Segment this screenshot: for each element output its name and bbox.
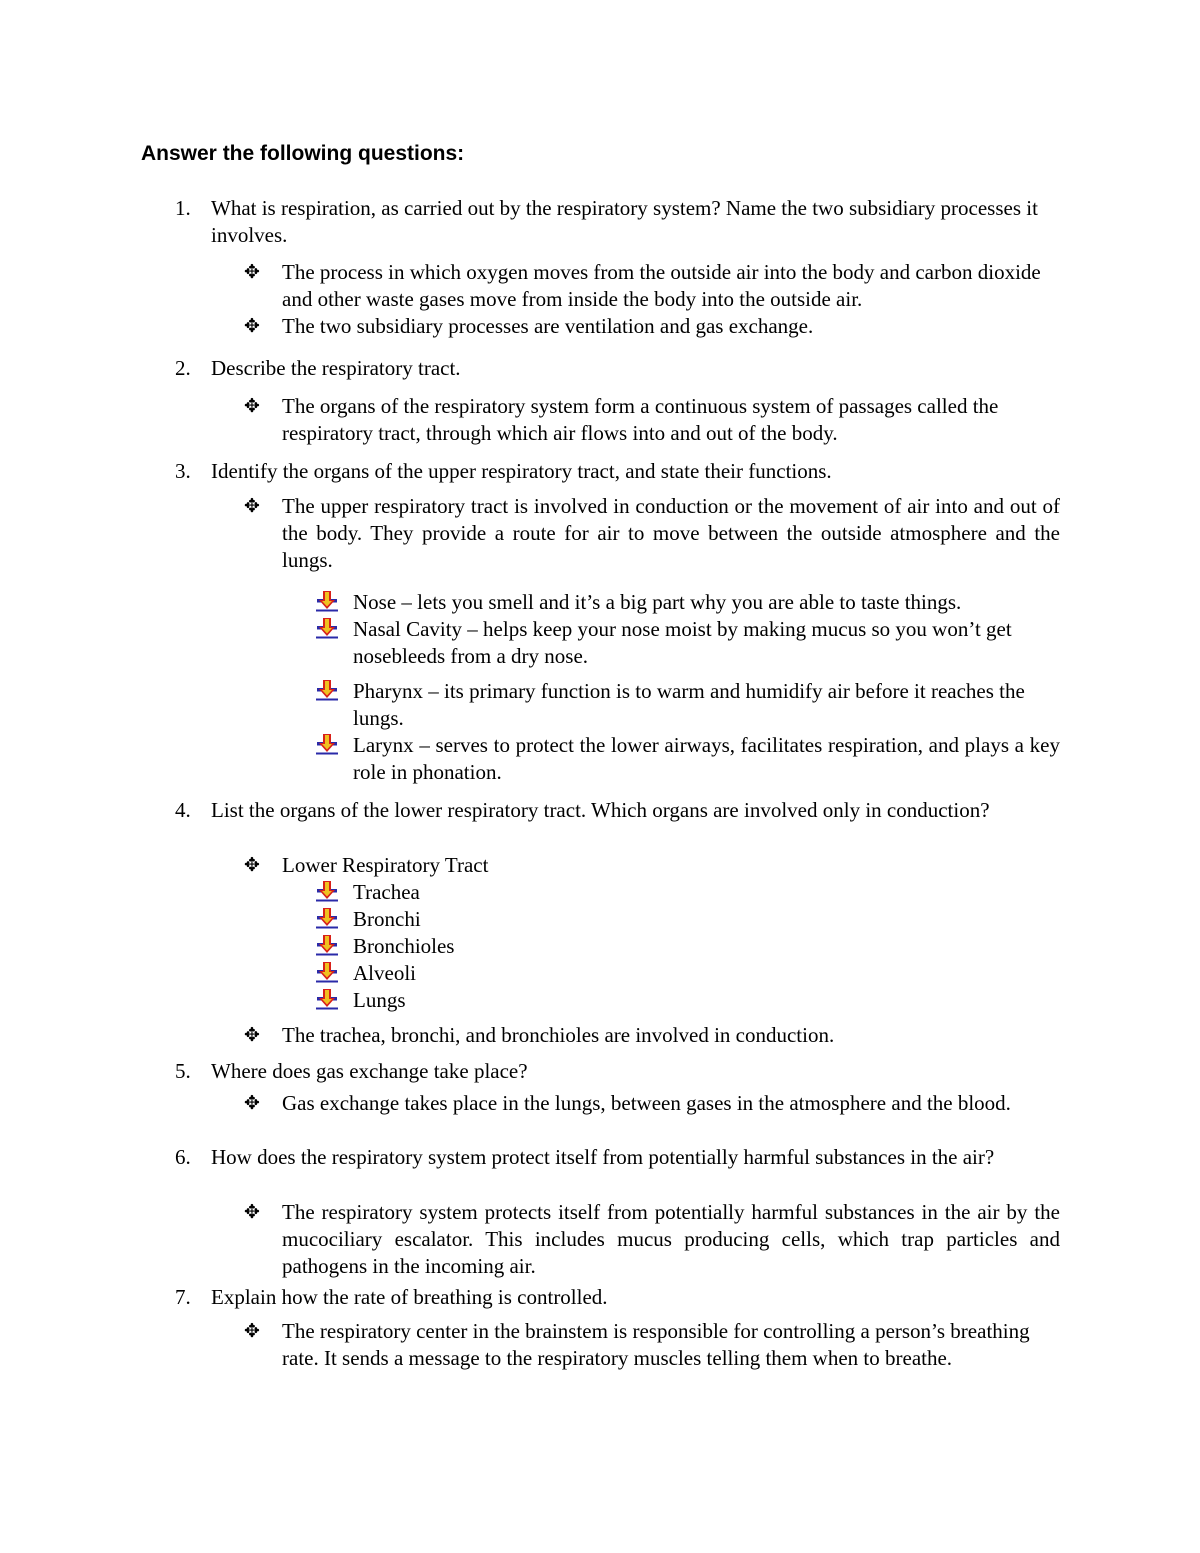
- q5-answer-1: Gas exchange takes place in the lungs, between gases in the atmosphere and the blood.: [282, 1091, 1011, 1115]
- diamond-bullet-icon: ✥: [244, 1201, 260, 1223]
- q1-answer-1: The process in which oxygen moves from the outside air into the body and carbon dioxide and other waste gases move from inside the body into the outside air.: [282, 260, 1041, 311]
- diamond-bullet-icon: ✥: [244, 315, 260, 337]
- q1-question: What is respiration, as carried out by the respiratory system? Name the two subsidiary processes it involves.: [211, 196, 1038, 247]
- q4-answer-2: The trachea, bronchi, and bronchioles are involved in conduction.: [282, 1023, 835, 1047]
- q4-item-bronchi: Bronchi: [353, 907, 421, 931]
- down-arrow-icon: [316, 961, 338, 983]
- q7-answer-1: The respiratory center in the brainstem is responsible for controlling a person’s breathing rate. It sends a message to the respiratory muscles telling them when to breathe.: [282, 1319, 1030, 1370]
- q1-answer-2: The two subsidiary processes are ventilation and gas exchange.: [282, 314, 814, 338]
- q7-number: 7.: [175, 1285, 191, 1309]
- q2-answer-1: The organs of the respiratory system form a continuous system of passages called the respiratory tract, through which air flows into and out of the body.: [282, 394, 999, 445]
- q6-number: 6.: [175, 1145, 191, 1169]
- q4-item-trachea: Trachea: [353, 880, 420, 904]
- diamond-bullet-icon: ✥: [244, 854, 260, 876]
- q4-answer-1: Lower Respiratory Tract: [282, 853, 489, 877]
- q4-item-bronchioles: Bronchioles: [353, 934, 455, 958]
- q3-item-nasal-cavity: Nasal Cavity – helps keep your nose moist by making mucus so you won’t get nosebleeds from a dry nose.: [353, 617, 1012, 668]
- q3-answer-1: The upper respiratory tract is involved in conduction or the movement of air into and out of the body. They provide a route for air to move between the outside atmosphere and the lungs.: [282, 494, 1060, 572]
- down-arrow-icon: [316, 880, 338, 902]
- diamond-bullet-icon: ✥: [244, 495, 260, 517]
- q3-question: Identify the organs of the upper respiratory tract, and state their functions.: [211, 459, 832, 483]
- down-arrow-icon: [316, 617, 338, 639]
- down-arrow-icon: [316, 733, 338, 755]
- q3-item-pharynx: Pharynx – its primary function is to warm and humidify air before it reaches the lungs.: [353, 679, 1025, 730]
- q6-answer-1: The respiratory system protects itself from potentially harmful substances in the air by the mucociliary escalator. This includes mucus producing cells, which trap particles and pathogens in the incoming air.: [282, 1200, 1060, 1278]
- q4-item-lungs: Lungs: [353, 988, 406, 1012]
- q3-item-larynx: Larynx – serves to protect the lower airways, facilitates respiration, and plays a key role in phonation.: [353, 733, 1060, 784]
- q4-item-alveoli: Alveoli: [353, 961, 416, 985]
- q5-number: 5.: [175, 1059, 191, 1083]
- q1-number: 1.: [175, 196, 191, 220]
- diamond-bullet-icon: ✥: [244, 1092, 260, 1114]
- q3-number: 3.: [175, 459, 191, 483]
- q2-number: 2.: [175, 356, 191, 380]
- q7-question: Explain how the rate of breathing is controlled.: [211, 1285, 608, 1309]
- diamond-bullet-icon: ✥: [244, 395, 260, 417]
- down-arrow-icon: [316, 988, 338, 1010]
- down-arrow-icon: [316, 590, 338, 612]
- down-arrow-icon: [316, 679, 338, 701]
- down-arrow-icon: [316, 907, 338, 929]
- down-arrow-icon: [316, 934, 338, 956]
- q4-question: List the organs of the lower respiratory tract. Which organs are involved only in conduction?: [211, 798, 990, 822]
- diamond-bullet-icon: ✥: [244, 1320, 260, 1342]
- q6-question: How does the respiratory system protect itself from potentially harmful substances in the air?: [211, 1145, 995, 1169]
- q2-question: Describe the respiratory tract.: [211, 356, 461, 380]
- q5-question: Where does gas exchange take place?: [211, 1059, 528, 1083]
- q3-item-nose: Nose – lets you smell and it’s a big part why you are able to taste things.: [353, 590, 962, 614]
- page-heading: Answer the following questions:: [141, 142, 465, 165]
- diamond-bullet-icon: ✥: [244, 1024, 260, 1046]
- diamond-bullet-icon: ✥: [244, 261, 260, 283]
- q4-number: 4.: [175, 798, 191, 822]
